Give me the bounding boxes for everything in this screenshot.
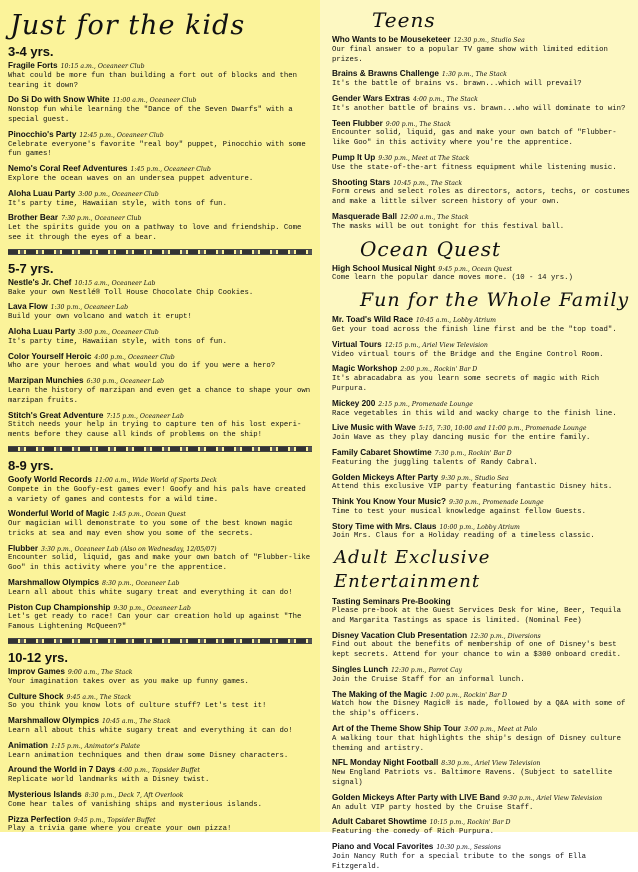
- event-item: [332, 724, 632, 754]
- event-header: [332, 178, 632, 189]
- event-description: Come learn the popular dance moves more. (10 - 14 yrs.): [332, 274, 573, 283]
- age-group: [8, 458, 312, 633]
- event-title: Virtual Tours: [332, 339, 382, 349]
- event-header: [332, 119, 632, 130]
- event-item: [332, 690, 632, 720]
- event-item: [332, 315, 632, 336]
- event-time-location: 1:30 p.m., Oceaneer Lab: [50, 304, 129, 312]
- event-description: Compete in the Goofy-est games ever! Goofy and his pals have created a variety of games and contests for a wild time.: [8, 485, 306, 504]
- event-header: [8, 475, 312, 486]
- event-item: [8, 95, 312, 125]
- event-description: Learn all about this white sugary treat and everything it can do!: [8, 727, 293, 736]
- event-description: Join Wave as they play dancing music for the entire family.: [332, 434, 591, 443]
- event-item: [332, 758, 632, 788]
- event-header: [8, 667, 312, 678]
- event-time-location: 6:30 p.m., Oceaneer Lab: [86, 378, 164, 386]
- event-header: [332, 340, 632, 351]
- event-header: [8, 815, 312, 826]
- event-header: [8, 376, 312, 387]
- event-header: [8, 741, 312, 752]
- event-item: [8, 815, 312, 836]
- event-item: [8, 130, 312, 160]
- event-time-location: 10:45 a.m., The Stack: [102, 718, 171, 726]
- event-header: [8, 352, 312, 363]
- event-description: Encounter solid, liquid, gas and make your own batch of "Flubber-like Goo" in this activity where you're the apprentice.: [8, 554, 311, 573]
- event-time-location: 7:30 p.m., Rockin' Bar D: [434, 449, 512, 457]
- event-header: [8, 302, 312, 313]
- event-title: Live Music with Wave: [332, 423, 416, 433]
- event-time-location: 3:00 p.m., Oceaneer Club: [78, 328, 159, 336]
- event-time-location: 11:00 a.m., Wide World of Sports Deck: [95, 476, 217, 484]
- section-divider: [8, 638, 312, 644]
- event-title: Pump It Up: [332, 152, 376, 162]
- event-header: [8, 603, 312, 614]
- event-title: Family Cabaret Showtime: [332, 447, 432, 457]
- event-title: Nemo's Coral Reef Adventures: [8, 164, 128, 174]
- event-time-location: 9:45 a.m., The Stack: [66, 693, 132, 701]
- event-item: [8, 376, 312, 406]
- event-description: Join the Cruise Staff for an informal lunch.: [332, 675, 525, 684]
- event-header: [332, 497, 632, 508]
- event-header: [332, 364, 632, 375]
- event-header: [8, 213, 312, 224]
- event-time-location: 1:00 p.m., Rockin' Bar D: [430, 691, 507, 699]
- event-description: Race vegetables in this wild and wacky charge to the finish line.: [332, 409, 617, 418]
- event-header: [332, 817, 632, 828]
- event-time-location: 9:30 p.m., Oceaneer Lab: [113, 604, 191, 612]
- event-description: Find out about the benefits of membership of one of Disney's best kept secrets. Attend for your chance to win a $300 onboard credit.: [332, 641, 622, 660]
- event-description: It's abracadabra as you learn some secrets of magic with Rich Purpura.: [332, 375, 600, 393]
- event-title: Brother Bear: [8, 213, 59, 223]
- event-item: [332, 497, 632, 518]
- event-time-location: 8:30 p.m., Oceaneer Lab: [102, 580, 180, 588]
- event-title: Stitch's Great Adventure: [8, 410, 104, 420]
- event-description: Learn the history of marzipan and even get a chance to shape your own marzipan fruits.: [8, 386, 311, 405]
- event-time-location: 12:15 p.m., Ariel View Television: [384, 341, 488, 349]
- event-item: [8, 475, 312, 505]
- event-title: Magic Workshop: [332, 364, 398, 374]
- event-item: [332, 522, 632, 543]
- event-description: Join Mrs. Claus for a Holiday reading of a timeless classic.: [332, 532, 595, 541]
- event-item: [332, 212, 632, 233]
- age-group: [8, 650, 312, 835]
- event-description: Our magician will demonstrate to you some of the best known magic tricks at sea and may even show you some of the secrets.: [8, 520, 293, 538]
- event-title: Singles Lunch: [332, 665, 388, 675]
- event-title: Fragile Forts: [8, 61, 58, 70]
- event-title: Piston Cup Championship: [8, 602, 111, 612]
- event-header: [332, 315, 632, 326]
- event-time-location: 3:30 p.m., Oceaneer Lab (Also on Wednesday, 12/05/07): [41, 545, 217, 553]
- teens-section: [332, 8, 632, 233]
- event-item: [8, 716, 312, 737]
- event-description: Come hear tales of vanishing ships and mysterious islands.: [8, 800, 262, 809]
- family-section-title: Fun for the Whole Family: [360, 289, 630, 312]
- event-title: High School Musical Night: [332, 263, 436, 273]
- event-item: [332, 264, 632, 285]
- event-title: Mysterious Islands: [8, 790, 82, 800]
- event-description: Video virtual tours of the Bridge and the Engine Control Room.: [332, 350, 604, 359]
- event-header: [8, 164, 312, 175]
- age-group: [8, 44, 312, 244]
- event-description: It's another battle of brains vs. brawn...who will dominate to win?: [332, 104, 626, 113]
- event-item: [8, 302, 312, 323]
- event-title: Marshmallow Olympics: [8, 716, 100, 726]
- event-time-location: 3:00 p.m., Oceaneer Club: [78, 190, 159, 198]
- event-description: Watch how the Disney Magic® is made, followed by a Q&A with some of the ship's officers.: [332, 700, 626, 719]
- event-item: [332, 448, 632, 469]
- event-time-location: 1:15 p.m., Animator's Palate: [51, 742, 140, 750]
- event-header: [332, 842, 632, 853]
- event-time-location: 9:30 p.m., Studio Sea: [441, 474, 509, 482]
- ocean-section-title: Ocean Quest: [360, 236, 502, 261]
- event-description: Attend this exclusive VIP party featuring fantastic Disney hits.: [332, 483, 613, 492]
- event-title: Do Si Do with Snow White: [8, 95, 110, 105]
- event-item: [332, 399, 632, 420]
- event-description: Your imagination takes over as you make up funny games.: [8, 677, 249, 686]
- event-header: [8, 716, 312, 727]
- event-description: Let the spirits guide you on a pathway to love and friendship. Come see it through the eyes of a bear.: [8, 224, 302, 242]
- event-item: [8, 578, 312, 599]
- event-description: Time to test your musical knowledge against fellow Guests.: [332, 507, 586, 516]
- event-item: [332, 340, 632, 361]
- event-time-location: 12:30 p.m., Studio Sea: [453, 37, 525, 44]
- event-header: [8, 189, 312, 200]
- event-description: Replicate world landmarks with a Disney twist.: [8, 776, 210, 785]
- event-description: Learn animation techniques and then draw some Disney characters.: [8, 751, 289, 760]
- event-time-location: 9:45 p.m., Topsider Buffet: [73, 816, 156, 824]
- event-time-location: 9:30 p.m., Promenade Lounge: [449, 499, 544, 507]
- event-title: Tasting Seminars Pre-Booking: [332, 597, 451, 607]
- event-item: [8, 790, 312, 811]
- event-description: Celebrate everyone's favorite "real boy" puppet, Pinocchio with some fun games!: [8, 140, 306, 159]
- event-title: Shooting Stars: [332, 177, 391, 187]
- event-header: [8, 278, 312, 289]
- event-item: [332, 473, 632, 494]
- event-header: [8, 578, 312, 589]
- event-title: Masquerade Ball: [332, 211, 398, 221]
- teens-family-adult-column: [320, 0, 638, 871]
- event-time-location: 10:00 p.m., Lobby Atrium: [439, 523, 520, 531]
- event-description: The masks will be out tonight for this festival ball.: [332, 222, 565, 231]
- event-time-location: 10:15 p.m., Rockin' Bar D: [429, 819, 511, 827]
- event-description: New England Patriots vs. Baltimore Ravens. (Subject to satellite signal): [332, 769, 613, 788]
- kids-age-groups: [8, 44, 312, 835]
- event-title: Adult Cabaret Showtime: [332, 817, 427, 827]
- event-title: NFL Monday Night Football: [332, 758, 439, 768]
- event-title: Lava Flow: [8, 302, 48, 312]
- event-title: Wonderful World of Magic: [8, 509, 110, 519]
- event-time-location: 1:30 p.m., The Stack: [441, 71, 507, 79]
- event-time-location: 7:30 p.m., Oceaneer Club: [61, 215, 142, 223]
- event-time-location: 2:15 p.m., Promenade Lounge: [378, 400, 473, 408]
- event-description: An adult VIP party hosted by the Cruise Staff.: [332, 803, 534, 812]
- event-header: [332, 448, 632, 459]
- event-description: Learn all about this white sugary treat and everything it can do!: [8, 588, 293, 597]
- event-item: [8, 164, 312, 185]
- event-header: [332, 793, 632, 804]
- event-time-location: 7:15 p.m., Oceaneer Lab: [106, 412, 184, 420]
- event-item: [332, 364, 632, 394]
- event-title: Aloha Luau Party: [8, 326, 76, 336]
- event-time-location: 12:30 p.m., Diversions: [470, 632, 541, 640]
- event-item: [8, 189, 312, 210]
- event-header: [8, 544, 312, 555]
- event-title: Animation: [8, 740, 49, 750]
- event-item: [332, 153, 632, 174]
- event-title: Color Yourself Heroic: [8, 351, 92, 361]
- event-description: It's party time, Hawaiian style, with tons of fun.: [8, 337, 227, 346]
- event-description: Encounter solid, liquid, gas and make your own batch of "Flubber-like Goo" in this activity where you're the apprentice.: [332, 129, 617, 148]
- event-header: [332, 724, 632, 735]
- event-header: [8, 765, 312, 776]
- event-time-location: 12:45 p.m., Oceaneer Club: [79, 131, 164, 139]
- event-item: [8, 61, 312, 91]
- event-header: [8, 509, 312, 520]
- event-title: Around the World in 7 Days: [8, 765, 116, 775]
- event-header: [332, 473, 632, 484]
- ocean-section: [332, 237, 632, 285]
- event-time-location: 12:30 p.m., Parrot Cay: [390, 667, 463, 675]
- event-title: Teen Flubber: [332, 118, 383, 128]
- event-time-location: 8:30 p.m., Deck 7, Aft Overlook: [84, 792, 184, 800]
- event-item: [8, 603, 312, 633]
- event-item: [8, 327, 312, 348]
- event-description: Stitch needs your help in trying to capture ten of his lost experi-ments before they cause all kinds of problems on the ship!: [8, 421, 302, 440]
- event-header: [8, 327, 312, 338]
- event-title: Improv Games: [8, 667, 65, 677]
- event-header: [332, 399, 632, 410]
- event-time-location: 10:45 p.m., The Stack: [393, 179, 463, 187]
- event-title: Who Wants to be Mouseketeer: [332, 35, 451, 44]
- adult-section-title: Adult Exclusive Entertainment: [334, 547, 491, 593]
- event-item: [332, 842, 632, 872]
- event-title: Brains & Brawns Challenge: [332, 69, 439, 79]
- event-item: [332, 119, 632, 149]
- event-item: [332, 793, 632, 814]
- event-header: [332, 522, 632, 533]
- event-description: Let's get ready to race! Can your car creation hold up against "The Famous Lightening McQueen?": [8, 613, 302, 632]
- event-time-location: 11:00 a.m., Oceaneer Club: [112, 97, 197, 105]
- event-item: [332, 35, 632, 65]
- event-title: The Making of the Magic: [332, 689, 428, 699]
- event-header: [332, 153, 632, 164]
- kids-column: [0, 0, 320, 832]
- section-divider: [8, 446, 312, 452]
- event-time-location: 3:00 p.m., Meet at Palo: [464, 726, 538, 734]
- event-header: [8, 692, 312, 703]
- event-time-location: 1:45 p.m., Ocean Quest: [112, 511, 186, 519]
- event-description: Nonstop fun while learning the "Dance of the Seven Dwarfs" with a special guest.: [8, 106, 293, 124]
- event-item: [332, 94, 632, 115]
- event-description: Use the state-of-the-art fitness equipment while listening music.: [332, 163, 617, 172]
- event-title: Golden Mickeys After Party with LIVE Band: [332, 792, 501, 802]
- event-header: [332, 35, 632, 46]
- event-description: Who are your heroes and what would you do if you were a hero?: [8, 362, 276, 371]
- teens-section-title: Teens: [372, 8, 436, 32]
- event-description: A walking tour that highlights the ship's design of Disney culture theming and artistry.: [332, 734, 622, 753]
- event-description: Bake your own Nestlé® Toll House Chocolate Chip Cookies.: [8, 288, 254, 297]
- event-header: [332, 690, 632, 701]
- event-description: Featuring the comedy of Rich Purpura.: [332, 828, 495, 837]
- event-description: It's party time, Hawaiian style, with tons of fun.: [8, 199, 227, 208]
- event-item: [332, 69, 632, 90]
- event-time-location: 9:30 p.m., Ariel View Television: [503, 794, 603, 802]
- event-title: Marzipan Munchies: [8, 376, 84, 386]
- event-title: Art of the Theme Show Ship Tour: [332, 724, 462, 734]
- event-description: Form crews and select roles as directors, actors, techs, or costumes and make a little silver screen history of your own.: [332, 188, 630, 207]
- event-item: [8, 544, 312, 574]
- kids-section-title: Just for the kids: [10, 10, 246, 41]
- event-time-location: 10:45 a.m., Lobby Atrium: [415, 317, 496, 325]
- event-header: [332, 264, 632, 275]
- event-title: Mr. Toad's Wild Race: [332, 315, 413, 325]
- age-group-heading: 8-9 yrs.: [8, 457, 54, 473]
- event-header: [8, 790, 312, 801]
- event-time-location: 4:00 p.m., The Stack: [412, 95, 478, 103]
- family-section: [332, 288, 632, 542]
- age-group-heading: 10-12 yrs.: [8, 650, 68, 666]
- event-time-location: 10:15 a.m., Oceaneer Club: [60, 63, 145, 70]
- event-time-location: 10:30 p.m., Sessions: [436, 844, 501, 852]
- event-time-location: 8:30 p.m., Ariel View Television: [441, 760, 541, 768]
- event-header: [332, 665, 632, 676]
- event-title: Think You Know Your Music?: [332, 497, 447, 507]
- event-time-location: 1:45 p.m., Oceaneer Club: [130, 166, 211, 174]
- event-time-location: 9:00 p.m., The Stack: [385, 120, 451, 128]
- event-description: Join Nancy Ruth for a special tribute to the songs of Ella Fitzgerald.: [332, 852, 586, 871]
- event-description: Explore the ocean waves on an undersea puppet adventure.: [8, 174, 254, 183]
- event-header: [332, 69, 632, 80]
- event-title: Nestle's Jr. Chef: [8, 277, 72, 287]
- event-title: Aloha Luau Party: [8, 188, 76, 198]
- event-header: [332, 631, 632, 642]
- event-title: Golden Mickeys After Party: [332, 472, 439, 482]
- event-description: So you think you know lots of culture stuff? Let's test it!: [8, 702, 267, 711]
- event-item: [8, 213, 312, 243]
- event-title: Piano and Vocal Favorites: [332, 842, 434, 852]
- event-header: [332, 94, 632, 105]
- event-description: Please pre-book at the Guest Services Desk for Wine, Beer, Tequila and Margarita Tastings as space is limited. (Nominal Fee): [332, 607, 622, 625]
- event-title: Pizza Perfection: [8, 814, 71, 824]
- event-time-location: 5:15, 7:30, 10:00 and 11:00 p.m., Promenade Lounge: [418, 425, 587, 433]
- event-title: Culture Shock: [8, 691, 64, 701]
- event-item: [8, 692, 312, 713]
- event-title: Goofy World Records: [8, 474, 93, 484]
- event-title: Mickey 200: [332, 398, 376, 408]
- event-header: [8, 130, 312, 141]
- event-description: It's the battle of brains vs. brawn...which will prevail?: [332, 80, 582, 89]
- event-item: [8, 352, 312, 373]
- event-header: [8, 95, 312, 106]
- event-title: Gender Wars Extras: [332, 93, 410, 103]
- event-time-location: 10:15 a.m., Oceaneer Lab: [74, 279, 156, 287]
- event-item: [332, 665, 632, 686]
- event-item: [332, 423, 632, 444]
- event-header: [332, 597, 632, 607]
- event-header: [8, 61, 312, 72]
- event-item: [8, 411, 312, 441]
- event-title: Story Time with Mrs. Claus: [332, 521, 437, 531]
- event-time-location: 9:00 a.m., The Stack: [67, 669, 133, 677]
- event-item: [8, 509, 312, 539]
- event-item: [332, 631, 632, 661]
- event-description: Our final answer to a popular TV game show with limited edition prizes.: [332, 45, 608, 64]
- event-description: Get your toad across the finish line first and be the "top toad".: [332, 325, 617, 334]
- event-time-location: 4:00 p.m., Topsider Buffet: [118, 767, 200, 775]
- age-group-heading: 3-4 yrs.: [8, 44, 54, 59]
- event-time-location: 2:00 p.m., Rockin' Bar D: [400, 366, 478, 374]
- event-title: Disney Vacation Club Presentation: [332, 630, 468, 640]
- event-description: Featuring the juggling talents of Randy Cabral.: [332, 458, 538, 467]
- event-time-location: 4:00 p.m., Oceaneer Club: [94, 353, 175, 361]
- event-item: [8, 667, 312, 688]
- age-group: [8, 261, 312, 441]
- event-header: [332, 423, 632, 434]
- event-description: Build your own volcano and watch it erupt!: [8, 313, 192, 322]
- event-item: [332, 817, 632, 838]
- event-header: [332, 758, 632, 769]
- event-header: [332, 212, 632, 223]
- event-title: Pinocchio's Party: [8, 129, 77, 139]
- event-time-location: 9:30 p.m., Meet at The Stack: [378, 154, 470, 162]
- event-description: What could be more fun than building a fort out of blocks and then tearing it down?: [8, 71, 298, 90]
- event-title: Marshmallow Olympics: [8, 578, 100, 588]
- event-header: [8, 411, 312, 422]
- event-item: [332, 597, 632, 626]
- event-title: Flubber: [8, 543, 39, 553]
- event-item: [8, 765, 312, 786]
- event-time-location: 9:45 p.m., Ocean Quest: [438, 265, 513, 273]
- event-time-location: 12:00 a.m., The Stack: [400, 213, 469, 221]
- event-description: Play a trivia game where you create your own pizza!: [8, 825, 232, 834]
- adult-section: [332, 546, 632, 872]
- age-group-heading: 5-7 yrs.: [8, 260, 54, 276]
- event-item: [8, 741, 312, 762]
- event-item: [332, 178, 632, 208]
- event-item: [8, 278, 312, 299]
- section-divider: [8, 249, 312, 255]
